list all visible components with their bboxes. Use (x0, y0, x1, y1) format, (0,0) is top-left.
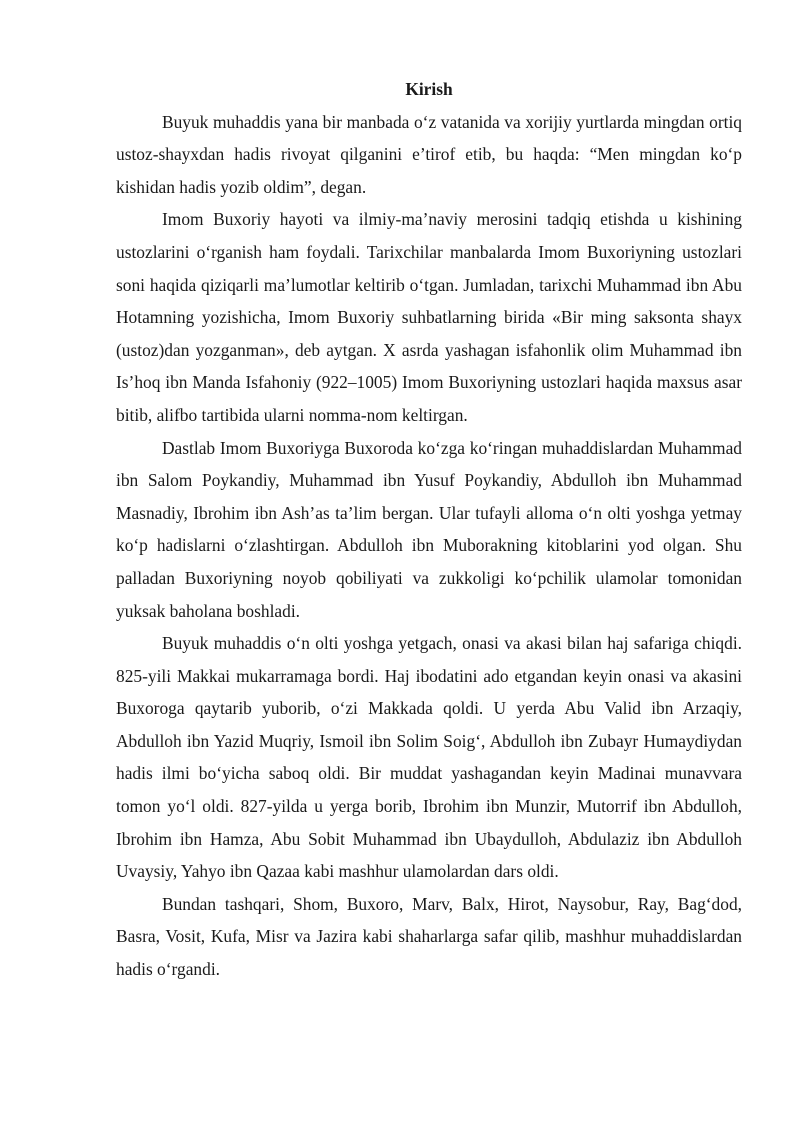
paragraph-1: Buyuk muhaddis yana bir manbada o‘z vatanida va xorijiy yurtlarda mingdan ortiq ustoz-shayxdan hadis rivoyat qilganini e’tirof etib, bu haqda: “Men mingdan ko‘p kishidan hadis yozib oldim”, degan. (116, 111, 742, 197)
paragraph-3: Dastlab Imom Buxoriyga Buxoroda ko‘zga ko‘ringan muhaddislardan Muhammad ibn Salom Poykandiy, Muhammad ibn Yusuf Poykandiy, Abdulloh ibn Muhammad Masnadiy, Ibrohim ibn Ash’as ta’lim bergan. Ular tufayli alloma o‘n olti yoshga yetmay ko‘p hadislarni o‘zlashtirgan. Abdulloh ibn Muborakning kitoblarini yod olgan. Shu palladan Buxoriyning noyob qobiliyati va zukkoligi ko‘pchilik ulamolar tomonidan yuksak baholana boshladi. (116, 437, 742, 621)
paragraph-5: Bundan tashqari, Shom, Buxoro, Marv, Balx, Hirot, Naysobur, Ray, Bag‘dod, Basra, Vosit, Kufa, Misr va Jazira kabi shaharlarga safar qilib, mashhur muhaddislardan hadis o‘rgandi. (116, 893, 742, 980)
paragraph-4: Buyuk muhaddis o‘n olti yoshga yetgach, onasi va akasi bilan haj safariga chiqdi. 825-yili Makkai mukarramaga bordi. Haj ibodatini ado etgandan keyin onasi va akasini Buxoroga qaytarib yuborib, o‘zi Makkada qoldi. U yerda Abu Valid ibn Arzaqiy, Abdulloh ibn Yazid Muqriy, Ismoil ibn Solim Soig‘, Abdulloh ibn Zubayr Humaydiydan hadis ilmi bo‘yicha saboq oldi. Bir muddat yashagandan keyin Madinai munavvara tomon yo‘l oldi. 827-yilda u yerga borib, Ibrohim ibn Munzir, Mutorrif ibn Abdulloh, Ibrohim ibn Hamza, Abu Sobit Muhammad ibn Ubaydulloh, Abdulaziz ibn Abdulloh Uvaysiy, Yahyo ibn Qazaa kabi mashhur ulamolardan dars oldi. (116, 633, 742, 882)
document-title: Kirish (405, 79, 453, 99)
document-body (116, 73, 742, 986)
paragraph-2: Imom Buxoriy hayoti va ilmiy-ma’naviy merosini tadqiq etishda u kishining ustozlarini o‘rganish ham foydali. Tarixchilar manbalarda Imom Buxoriyning ustozlari soni haqida qiziqarli ma’lumotlar keltirib o‘tgan. Jumladan, tarixchi Muhammad ibn Abu Hotamning yozishicha, Imom Buxoriy suhbatlarning birida «Bir ming saksonta shayx (ustoz)dan yozganman», deb aytgan. X asrda yashagan isfahonlik olim Muhammad ibn Is’hoq ibn Manda Isfahoniy (922–1005) Imom Buxoriyning ustozlari haqida maxsus asar bitib, alifbo tartibida ularni nomma-nom keltirgan. (116, 209, 742, 425)
